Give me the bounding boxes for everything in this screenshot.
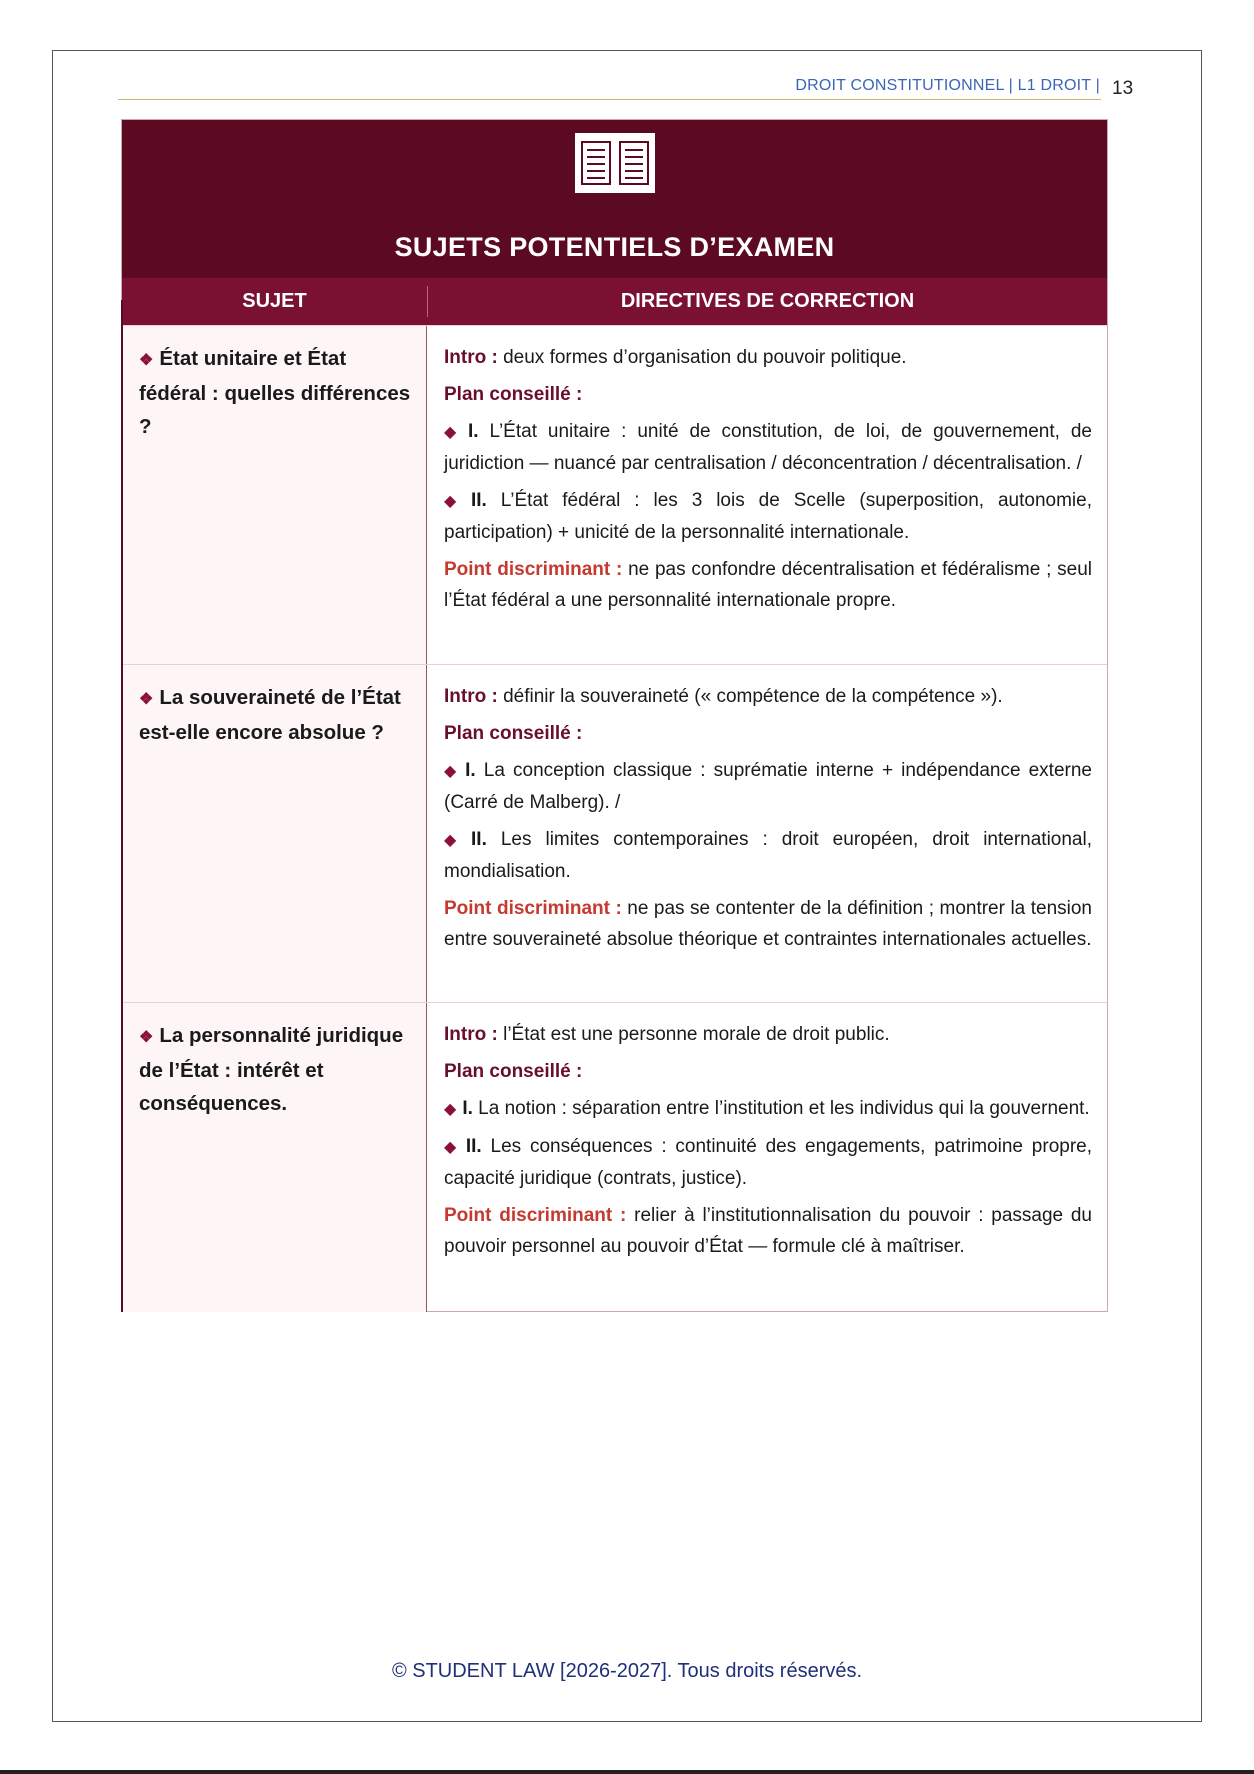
- diamond-icon: ❖: [139, 1029, 154, 1046]
- diamond-icon: ◆: [444, 1139, 460, 1156]
- plan-label: Plan conseillé :: [444, 1061, 583, 1082]
- open-book-icon: [575, 133, 655, 193]
- directives-cell: [444, 342, 1092, 622]
- subject-text: ❖ La personnalité juridique de l’État : intérêt et conséquences.: [139, 1024, 404, 1115]
- discriminant-text: ne pas confondre décentralisation et fédéralisme ; seul l’État fédéral a une personnalité internationale propre.: [444, 559, 1092, 611]
- subject-text: ❖ La souveraineté de l’État est-elle encore absolue ?: [139, 686, 401, 744]
- running-header: [118, 74, 1118, 100]
- part-text: L’État fédéral : les 3 lois de Scelle (superposition, autonomie, participation) + unicité de la personnalité internationale.: [444, 490, 1092, 543]
- part-number: II.: [471, 829, 487, 850]
- column-header-directives: DIRECTIVES DE CORRECTION: [620, 290, 915, 312]
- table-banner: [122, 120, 1107, 278]
- subject-text: ❖ État unitaire et État fédéral : quelles différences ?: [139, 347, 411, 438]
- part-number: I.: [467, 421, 479, 442]
- part-text: Les limites contemporaines : droit européen, droit international, mondialisation.: [444, 829, 1092, 882]
- diamond-icon: ◆: [444, 763, 460, 780]
- column-header-subject: SUJET: [242, 290, 307, 312]
- table-row: [122, 1002, 1107, 1312]
- table-title: SUJETS POTENTIELS D’EXAMEN: [394, 232, 835, 262]
- part-number: I.: [462, 1098, 473, 1119]
- directives-cell: [444, 1019, 1092, 1268]
- intro-label: Intro :: [444, 1024, 498, 1045]
- column-header-row: [122, 278, 1107, 325]
- part-text: La conception classique : suprématie interne + indépendance externe (Carré de Malberg). /: [444, 760, 1092, 813]
- intro-text: deux formes d’organisation du pouvoir politique.: [497, 347, 907, 368]
- part-number: II.: [465, 1136, 482, 1157]
- subject-cell: [122, 1003, 427, 1312]
- intro-text: définir la souveraineté (« compétence de la compétence »).: [497, 686, 1003, 707]
- part-text: La notion : séparation entre l’institution et les individus qui la gouvernent.: [472, 1098, 1090, 1119]
- diamond-icon: ◆: [444, 493, 465, 510]
- subject-cell: [122, 326, 427, 665]
- header-text: DROIT CONSTITUTIONNEL | L1 DROIT |: [795, 77, 1100, 94]
- bottom-edge: [0, 1770, 1254, 1774]
- header-rule: [118, 99, 1101, 101]
- copyright-footer: © STUDENT LAW [2026-2027]. Tous droits réservés.: [391, 1660, 863, 1682]
- intro-text: l’État est une personne morale de droit public.: [497, 1024, 890, 1045]
- page-number: 13: [1112, 78, 1134, 99]
- part-text: Les conséquences : continuité des engagements, patrimoine propre, capacité juridique (contrats, justice).: [444, 1136, 1092, 1189]
- plan-label: Plan conseillé :: [444, 723, 583, 744]
- diamond-icon: ◆: [444, 1101, 457, 1118]
- diamond-icon: ❖: [139, 691, 154, 708]
- table-row: [122, 664, 1107, 1003]
- subject-cell: [122, 665, 427, 1003]
- exam-topics-table: [121, 119, 1108, 1312]
- discriminant-label: Point discriminant :: [444, 898, 622, 919]
- discriminant-text: relier à l’institutionnalisation du pouvoir : passage du pouvoir personnel au pouvoir d’État — formule clé à maîtriser.: [444, 1205, 1092, 1257]
- table-row: [122, 325, 1107, 665]
- part-number: I.: [465, 760, 476, 781]
- intro-label: Intro :: [444, 347, 498, 368]
- discriminant-label: Point discriminant :: [444, 559, 623, 580]
- plan-label: Plan conseillé :: [444, 384, 583, 405]
- diamond-icon: ◆: [444, 424, 462, 441]
- intro-label: Intro :: [444, 686, 498, 707]
- diamond-icon: ❖: [139, 352, 154, 369]
- directives-cell: [444, 681, 1092, 961]
- discriminant-text: ne pas se contenter de la définition ; montrer la tension entre souveraineté absolue théorique et contraintes internationales actuelles.: [444, 898, 1092, 950]
- part-text: L’État unitaire : unité de constitution, de loi, de gouvernement, de juridiction — nuancé par centralisation / déconcentration / décentralisation. /: [444, 421, 1092, 474]
- discriminant-label: Point discriminant :: [444, 1205, 627, 1226]
- part-number: II.: [470, 490, 487, 511]
- table-left-border: [121, 300, 123, 1312]
- diamond-icon: ◆: [444, 832, 466, 849]
